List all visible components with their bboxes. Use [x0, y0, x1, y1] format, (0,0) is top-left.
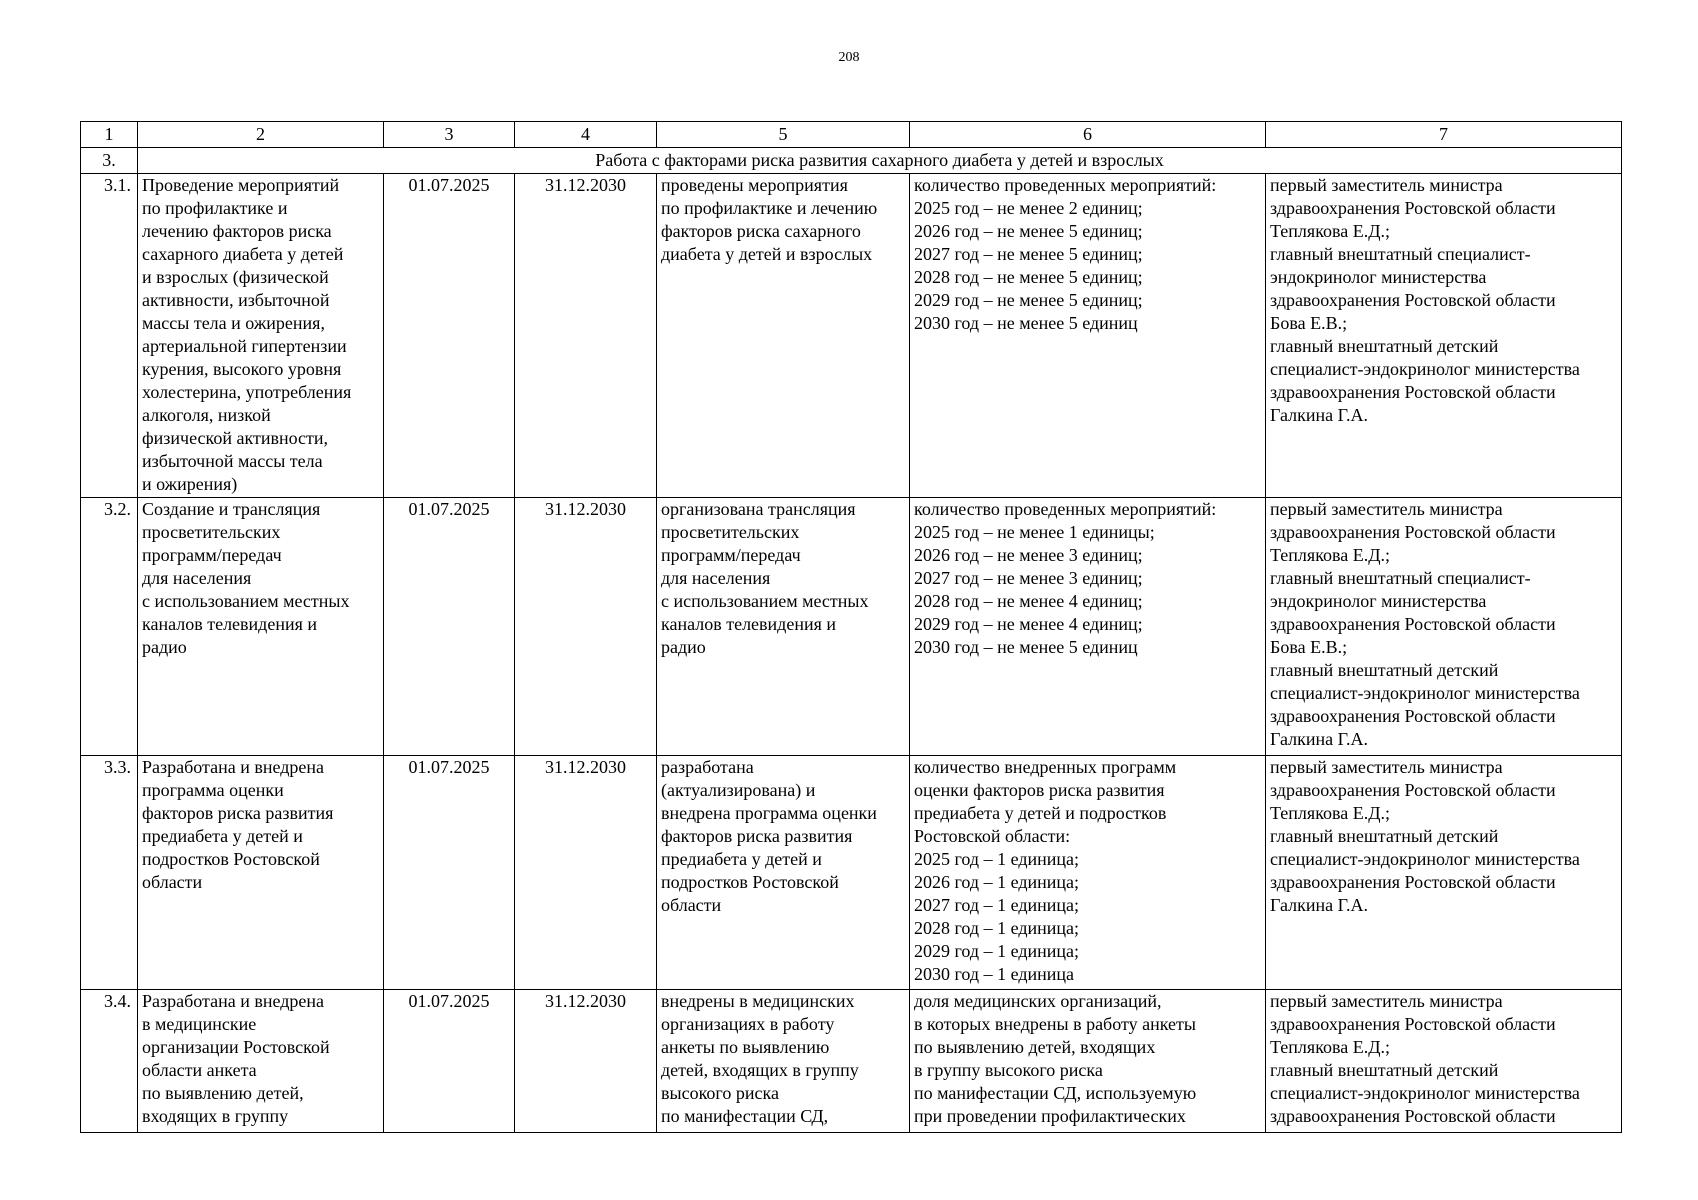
table-row: [81, 755, 1622, 989]
header-col-5: 5: [657, 122, 910, 148]
measures-table: [80, 121, 1622, 1133]
end-date: 31.12.2030: [515, 498, 657, 755]
start-date: 01.07.2025: [384, 989, 515, 1132]
row-number: 3.4.: [81, 989, 138, 1132]
expected-result: внедрены в медицинских организациях в работу анкеты по выявлению детей, входящих в группу высокого риска по манифестации СД,: [657, 989, 910, 1132]
responsible: первый заместитель министра здравоохранения Ростовской области Теплякова Е.Д.; главный внештатный специалист- эндокринолог министерства здравоохранения Ростовской области Бова Е.В.; главный внештатный детский специалист-эндокринолог министерства здравоохранения Ростовской области Галкина Г.А.: [1266, 174, 1622, 498]
header-col-4: 4: [515, 122, 657, 148]
header-col-2: 2: [138, 122, 384, 148]
responsible: первый заместитель министра здравоохранения Ростовской области Теплякова Е.Д.; главный внештатный детский специалист-эндокринолог министерства здравоохранения Ростовской области: [1266, 989, 1622, 1132]
measure-name: Разработана и внедрена в медицинские организации Ростовской области анкета по выявлению детей, входящих в группу: [138, 989, 384, 1132]
indicator: количество проведенных мероприятий: 2025 год – не менее 2 единиц; 2026 год – не менее 5 единиц; 2027 год – не менее 5 единиц; 2028 год – не менее 5 единиц; 2029 год – не менее 5 единиц; 2030 год – не менее 5 единиц: [910, 174, 1266, 498]
header-col-3: 3: [384, 122, 515, 148]
section-row: [81, 148, 1622, 174]
start-date: 01.07.2025: [384, 755, 515, 989]
table-row: [81, 498, 1622, 755]
indicator: доля медицинских организаций, в которых внедрены в работу анкеты по выявлению детей, входящих в группу высокого риска по манифестации СД, используемую при проведении профилактических: [910, 989, 1266, 1132]
row-number: 3.3.: [81, 755, 138, 989]
measure-name: Создание и трансляция просветительских программ/передач для населения с использованием местных каналов телевидения и радио: [138, 498, 384, 755]
expected-result: разработана (актуализирована) и внедрена программа оценки факторов риска развития предиабета у детей и подростков Ростовской области: [657, 755, 910, 989]
row-number: 3.1.: [81, 174, 138, 498]
header-col-6: 6: [910, 122, 1266, 148]
start-date: 01.07.2025: [384, 174, 515, 498]
page-number: 208: [838, 50, 860, 65]
responsible: первый заместитель министра здравоохранения Ростовской области Теплякова Е.Д.; главный внештатный детский специалист-эндокринолог министерства здравоохранения Ростовской области Галкина Г.А.: [1266, 755, 1622, 989]
section-number: 3.: [81, 148, 138, 174]
measure-name: Проведение мероприятий по профилактике и лечению факторов риска сахарного диабета у детей и взрослых (физической активности, избыточной массы тела и ожирения, артериальной гипертензии курения, высокого уровня холестерина, употребления алкоголя, низкой физической активности, избыточной массы тела и ожирения): [138, 174, 384, 498]
header-col-1: 1: [81, 122, 138, 148]
table-row: [81, 989, 1622, 1132]
table-header-row: [81, 122, 1622, 148]
indicator: количество проведенных мероприятий: 2025 год – не менее 1 единицы; 2026 год – не менее 3 единиц; 2027 год – не менее 3 единиц; 2028 год – не менее 4 единиц; 2029 год – не менее 4 единиц; 2030 год – не менее 5 единиц: [910, 498, 1266, 755]
row-number: 3.2.: [81, 498, 138, 755]
responsible: первый заместитель министра здравоохранения Ростовской области Теплякова Е.Д.; главный внештатный специалист- эндокринолог министерства здравоохранения Ростовской области Бова Е.В.; главный внештатный детский специалист-эндокринолог министерства здравоохранения Ростовской области Галкина Г.А.: [1266, 498, 1622, 755]
expected-result: организована трансляция просветительских программ/передач для населения с использованием местных каналов телевидения и радио: [657, 498, 910, 755]
expected-result: проведены мероприятия по профилактике и лечению факторов риска сахарного диабета у детей и взрослых: [657, 174, 910, 498]
table-row: [81, 174, 1622, 498]
end-date: 31.12.2030: [515, 755, 657, 989]
measure-name: Разработана и внедрена программа оценки факторов риска развития предиабета у детей и подростков Ростовской области: [138, 755, 384, 989]
end-date: 31.12.2030: [515, 174, 657, 498]
end-date: 31.12.2030: [515, 989, 657, 1132]
section-title: Работа с факторами риска развития сахарного диабета у детей и взрослых: [138, 148, 1622, 174]
indicator: количество внедренных программ оценки факторов риска развития предиабета у детей и подростков Ростовской области: 2025 год – 1 единица; 2026 год – 1 единица; 2027 год – 1 единица; 2028 год – 1 единица; 2029 год – 1 единица; 2030 год – 1 единица: [910, 755, 1266, 989]
start-date: 01.07.2025: [384, 498, 515, 755]
header-col-7: 7: [1266, 122, 1622, 148]
